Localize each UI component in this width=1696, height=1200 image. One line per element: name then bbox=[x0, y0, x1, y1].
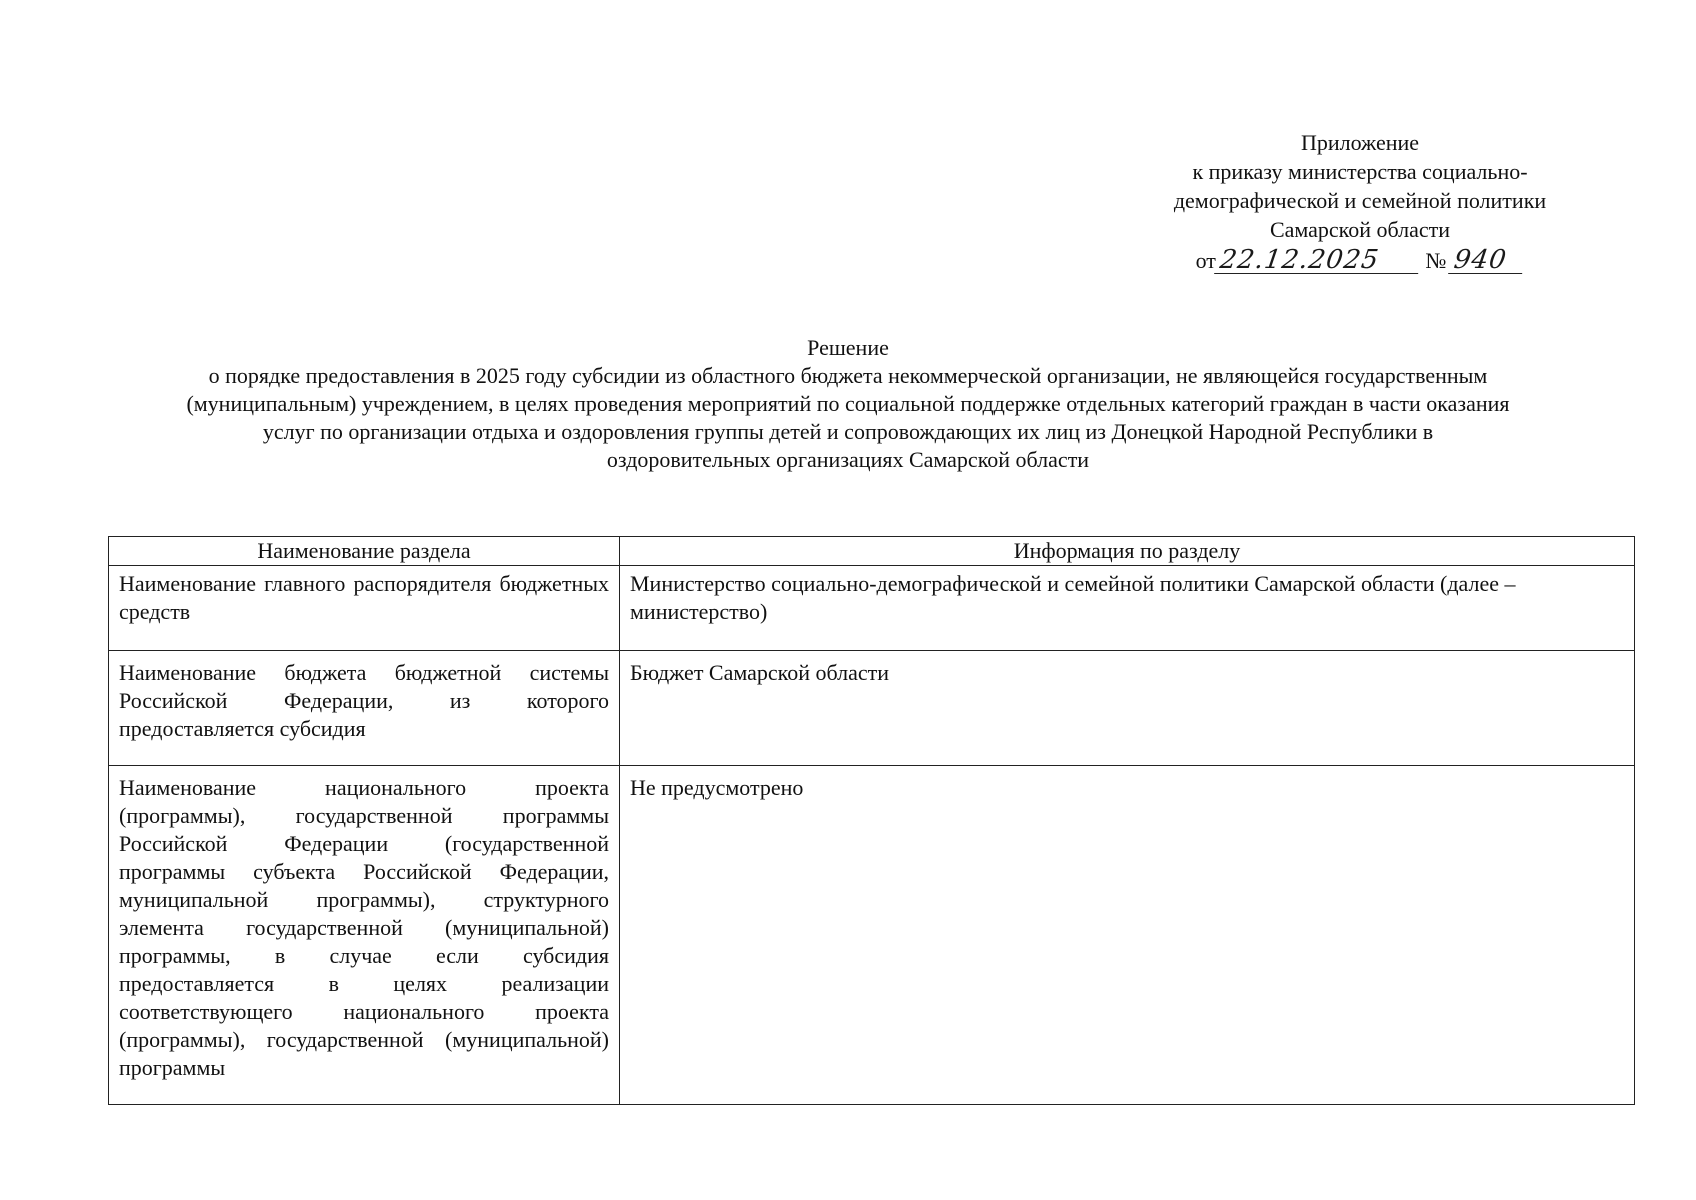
number-prefix: № bbox=[1425, 248, 1447, 273]
appendix-line: к приказу министерства социально- bbox=[1192, 159, 1528, 184]
section-info-cell: Министерство социально-демографической и семейной политики Самарской области (далее – министерство) bbox=[620, 566, 1635, 651]
title-heading: Решение bbox=[807, 335, 889, 360]
appendix-line: демографической и семейной политики bbox=[1173, 188, 1547, 213]
column-header-section: Наименование раздела bbox=[109, 537, 620, 566]
section-name-cell: Наименование главного распорядителя бюджетных средств bbox=[109, 566, 620, 651]
appendix-line: Самарской области bbox=[1269, 217, 1451, 242]
decision-title bbox=[110, 334, 1586, 474]
section-name-cell: Наименование бюджета бюджетной системы Российской Федерации, из которого предоставляется субсидия bbox=[109, 651, 620, 766]
handwritten-number: 940 bbox=[1449, 247, 1527, 274]
title-line: услуг по организации отдыха и оздоровления группы детей и сопровождающих их лиц из Донецкой Народной Республики в bbox=[262, 419, 1434, 444]
table-row bbox=[109, 566, 1635, 651]
table-header-row bbox=[109, 537, 1635, 566]
table-row bbox=[109, 766, 1635, 1105]
column-header-info: Информация по разделу bbox=[620, 537, 1635, 566]
title-line: о порядке предоставления в 2025 году субсидии из областного бюджета некоммерческой организации, не являющейся государственным bbox=[208, 363, 1488, 388]
section-info-cell: Не предусмотрено bbox=[620, 766, 1635, 1105]
handwritten-date: 22.12.2025 bbox=[1214, 247, 1422, 274]
order-date-row bbox=[1130, 246, 1590, 275]
section-info-cell: Бюджет Самарской области bbox=[620, 651, 1635, 766]
title-line: оздоровительных организациях Самарской области bbox=[606, 447, 1090, 472]
appendix-line: Приложение bbox=[1300, 130, 1420, 155]
title-line: (муниципальным) учреждением, в целях проведения мероприятий по социальной поддержке отдельных категорий граждан в части оказания bbox=[186, 391, 1510, 416]
appendix-block bbox=[1130, 128, 1590, 275]
table-row bbox=[109, 651, 1635, 766]
decision-table bbox=[108, 536, 1635, 1105]
date-prefix: от bbox=[1195, 248, 1216, 273]
section-name-cell: Наименование национального проекта (программы), государственной программы Российской Федерации (государственной программы субъекта Российской Федерации, муниципальной программы), структурного элемента государственной (муниципальной) программы, в случае если субсидия предоставляется в целях реализации соответствующего национального проекта (программы), государственной (муниципальной) программы bbox=[109, 766, 620, 1105]
